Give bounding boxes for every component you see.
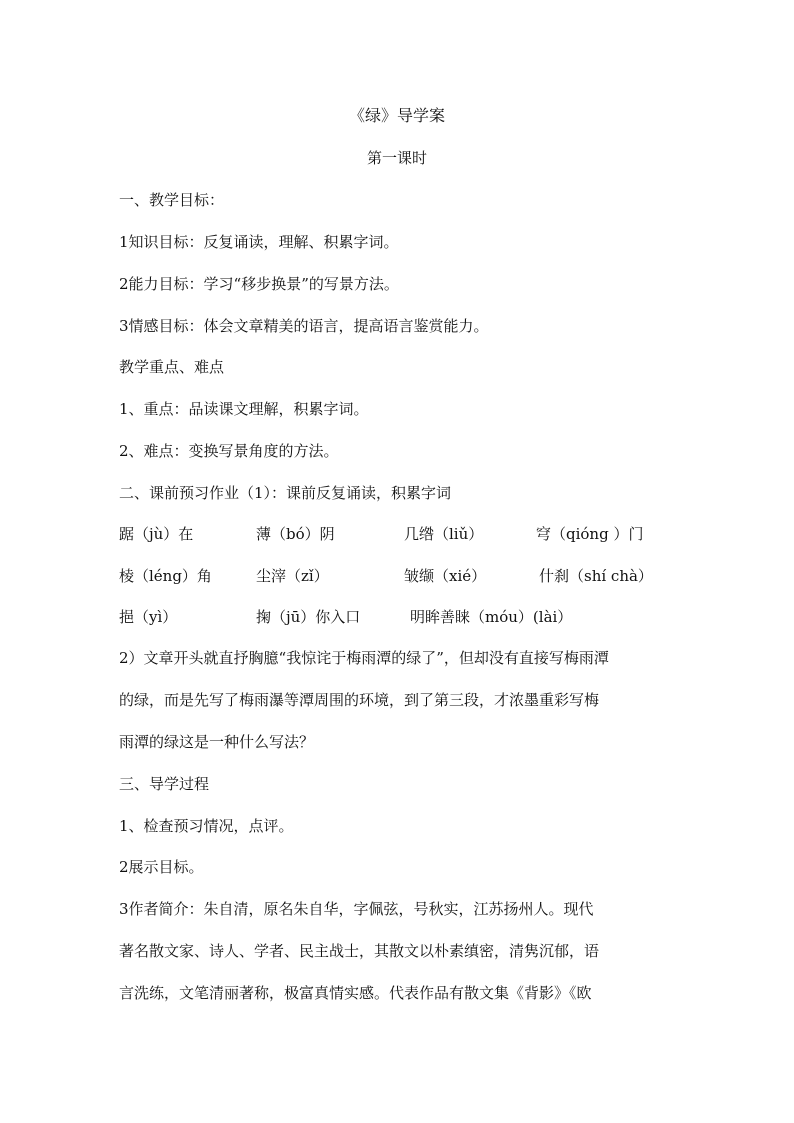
section1-heading: 一、教学目标：	[119, 191, 225, 209]
question2-line: 的绿，而是先写了梅雨瀑等潭周围的环境，到了第三段，才浓墨重彩写梅	[119, 691, 600, 709]
vocab-item: 明眸善睐（móu）(lài）	[410, 608, 573, 626]
vocab-item: 几绺（liǔ）	[404, 525, 484, 543]
document-title: 《绿》导学案	[348, 106, 445, 125]
vocab-item: 穹（qióng ）门	[536, 525, 644, 543]
key-point: 1、重点：品读课文理解，积累字词。	[119, 400, 369, 418]
vocab-item: 棱（léng）角	[119, 567, 212, 585]
question2-line: 2）文章开头就直抒胸臆“我惊诧于梅雨潭的绿了”，但却没有直接写梅雨潭	[119, 649, 609, 667]
goal-ability: 2能力目标：学习“移步换景”的写景方法。	[119, 275, 399, 293]
vocab-item: 尘滓（zǐ）	[256, 567, 329, 585]
author-intro-line: 言洗练，文笔清丽著称，极富真情实感。代表作品有散文集《背影》《欧	[119, 984, 592, 1002]
step-show-goals: 2展示目标。	[119, 858, 204, 876]
difficult-point: 2、难点：变换写景角度的方法。	[119, 442, 339, 460]
vocab-row	[119, 607, 679, 627]
vocab-item: 踞（jù）在	[119, 525, 194, 543]
key-points-heading: 教学重点、难点	[119, 358, 225, 376]
vocab-row	[119, 566, 679, 586]
vocab-item: 皱缬（xié）	[404, 567, 487, 585]
question2-line: 雨潭的绿这是一种什么写法？	[119, 733, 315, 751]
author-intro-line: 3作者简介：朱自清，原名朱自华，字佩弦，号秋实，江苏扬州人。现代	[119, 900, 594, 918]
goal-knowledge: 1知识目标：反复诵读，理解、积累字词。	[119, 233, 399, 251]
section2-heading: 二、课前预习作业（1）：课前反复诵读，积累字词	[119, 484, 452, 502]
vocab-item: 什刹（shí chà）	[539, 567, 653, 585]
document-subtitle: 第一课时	[366, 149, 427, 167]
vocab-row	[119, 524, 679, 544]
vocab-item: 薄（bó）阴	[256, 525, 335, 543]
vocab-item: 掬（jū）你入口	[256, 608, 361, 626]
section3-heading: 三、导学过程	[119, 775, 210, 793]
author-intro-line: 著名散文家、诗人、学者、民主战士，其散文以朴素缜密，清隽沉郁，语	[119, 942, 600, 960]
step-check-preview: 1、检查预习情况，点评。	[119, 817, 294, 835]
goal-emotion: 3情感目标：体会文章精美的语言，提高语言鉴赏能力。	[119, 317, 489, 335]
vocab-item: 挹（yì）	[119, 608, 178, 626]
